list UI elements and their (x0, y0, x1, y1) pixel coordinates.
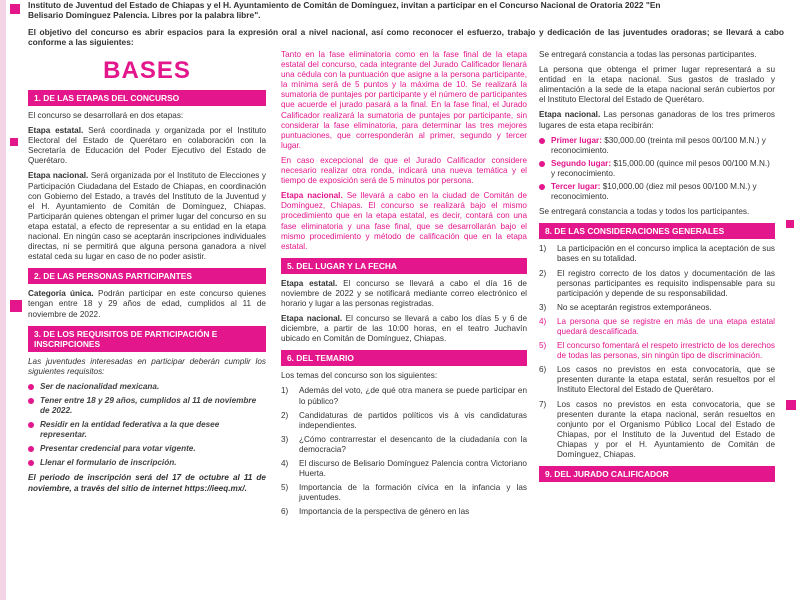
temario-list (281, 386, 527, 517)
temario-intro: Los temas del concurso son los siguientes: (281, 371, 438, 381)
prize-label: Segundo lugar: (551, 158, 612, 168)
list-item (281, 507, 527, 517)
consideraciones-list (539, 244, 775, 460)
item-number: 5) (281, 483, 289, 493)
requisitos-list (28, 382, 266, 469)
list-item (539, 269, 775, 299)
constancia-paragraph-2: Se entregará constancia a todas y todos los participantes. (539, 207, 750, 217)
item-number: 5) (539, 341, 547, 351)
item-number: 7) (539, 399, 547, 409)
list-item (28, 444, 266, 454)
prize-text: $10,000.00 (diez mil pesos 00/100 M.N.) y reconocimiento. (551, 182, 757, 202)
item-number: 3) (539, 302, 547, 312)
etapa-nacional-text: Será organizada por el Instituto de Elecciones y Participación Ciudadana del Estado de Chiapas, en coordinación con Gobierno del Estado, a través del Instituto de la Juventud y el H. Ayuntamiento de Comitán de Domínguez, Chiapas. Participarán quienes obtengan el primer lugar del concurso en su etapa estatal, a efecto de representar a su entidad en la etapa nacional. En ningún caso se aceptarán inscripciones individuales directas, ni se permitirá que alguna persona ganadora a nivel estatal ceda su lugar en caso de no poder asistir. (28, 171, 266, 262)
list-item (539, 317, 775, 337)
decor-square (10, 138, 18, 146)
bullet-icon (28, 460, 34, 466)
left-decor-bar (0, 0, 6, 600)
section-header-lugar: 5. DEL LUGAR Y LA FECHA (281, 258, 527, 274)
list-item (281, 435, 527, 455)
list-item (281, 386, 527, 406)
categoria-text: Podrán participar en este concurso quienes tengan entre 18 y 29 años de edad, cumplidos al 11 de noviembre de 2022. (28, 289, 266, 319)
etapa-nacional-label-3: Etapa nacional. (539, 110, 601, 120)
excepcional-paragraph: En caso excepcional de que el Jurado Calificador considere necesario realizar otra ronda, indicará una nueva temática y el tiempo de exposición será de 5 minutos por persona. (281, 155, 527, 186)
lugar-estatal-paragraph (281, 279, 527, 309)
list-item (539, 400, 775, 461)
etapa-nacional-text-2: Se llevará a cabo en la ciudad de Comitán de Domínguez, Chiapas. El concurso se realizará bajo el mismo procedimiento que en la etapa estatal, es decir, contará con una fase eliminatoria y una fase final, que se desarrollarán bajo el mismo procedimiento y método de calificación que en la etapa estatal. (281, 191, 528, 251)
item-text: No se aceptarán registros extemporáneos. (557, 302, 712, 312)
etapa-nacional-label: Etapa nacional. (28, 171, 89, 181)
section-header-etapas: 1. DE LAS ETAPAS DEL CONCURSO (28, 90, 266, 106)
section-header-participantes: 2. DE LAS PERSONAS PARTICIPANTES (28, 268, 266, 284)
bullet-icon (28, 384, 34, 390)
categoria-paragraph (28, 289, 266, 319)
column-1 (28, 58, 266, 499)
list-item (28, 420, 266, 440)
premios-list (539, 136, 775, 203)
item-text: Los casos no previstos en esta convocatoria, que se presenten durante la etapa nacional, serán resueltos en conjunto por el Organismo Público Local del Estado de Chiapas, por el Instituto de la Juventud del Estado de Chiapas y por el H. Ayuntamiento de Comitán de Domínguez, Chiapas. (557, 399, 775, 459)
column-3 (539, 50, 775, 487)
section-header-temario: 6. DEL TEMARIO (281, 350, 527, 366)
column-2 (281, 50, 527, 521)
decor-square (10, 4, 20, 14)
list-item (281, 483, 527, 503)
item-number: 2) (539, 268, 547, 278)
bullet-icon (539, 138, 545, 144)
item-number: 4) (539, 316, 547, 326)
item-number: 4) (281, 459, 289, 468)
list-item (539, 341, 775, 361)
fase-paragraph: Tanto en la fase eliminatoria como en la fase final de la etapa estatal del concurso, cada integrante del Jurado Calificador llenará una cédula con la puntuación que asigne a la persona participante, la mínima será de 5 puntos y la máxima de 10. Se realizará la sumatoria de puntajes por participante y el número de participantes que acuerde el jurado pasará a la final. En la fase final, el Jurado Calificador realizará la sumatoria de puntajes por participante, sin considerar la fase eliminatoria, para determinar las tres mejores puntuaciones, que corresponderán al primer, segundo y tercer lugar. (281, 50, 527, 150)
lugar-nacional-text: El concurso se llevará a cabo los días 5 y 6 de diciembre, a partir de las 10:00 horas, en el teatro Juchavín ubicado en Comitán de Domínguez, Chiapas. (281, 314, 527, 344)
objective-text: El objetivo del concurso es abrir espacios para la expresión oral a nivel nacional, así como reconocer el esfuerzo, trabajo y dedicación de las juventudes oradoras; se llevará a cabo conforme a las siguientes: (28, 26, 784, 47)
item-text: ¿Cómo contrarrestar el desencanto de la ciudadanía con la democracia? (299, 434, 527, 454)
prize-label: Primer lugar: (551, 135, 602, 145)
item-text: Candidaturas de partidos políticos vis à vis candidaturas independientes. (299, 410, 527, 430)
bases-title: BASES (103, 57, 191, 84)
list-item (281, 459, 527, 479)
decor-square (786, 220, 794, 228)
item-number: 1) (281, 386, 289, 396)
item-text: El discurso de Belisario Domínguez Palencia contra Victoriano Huerta. (299, 459, 527, 479)
inscripcion-period: El periodo de inscripción será del 17 de octubre al 11 de noviembre, a través del sitio de internet https://ieeq.mx/. (28, 473, 266, 493)
requisito-text: Presentar credencial para votar vigente. (40, 444, 196, 454)
list-item (28, 458, 266, 468)
premios-intro (539, 110, 775, 130)
section-header-requisitos: 3. DE LOS REQUISITOS DE PARTICIPACIÓN E INSCRIPCIONES (28, 326, 266, 352)
item-text: Los casos no previstos en esta convocatoria, que se presenten durante la etapa estatal, serán resueltos por el Instituto Electoral del Estado de Querétaro. (557, 365, 775, 395)
list-item (539, 159, 775, 179)
requisito-text: Residir en la entidad federativa a la que desee representar. (40, 420, 220, 440)
requisito-text: Llenar el formulario de inscripción. (40, 458, 177, 468)
list-item (539, 303, 775, 313)
bullet-icon (28, 398, 34, 404)
lugar-nacional-paragraph (281, 314, 527, 344)
item-number: 1) (539, 244, 547, 254)
section-header-jurado: 9. DEL JURADO CALIFICADOR (539, 466, 775, 482)
decor-square (10, 300, 22, 312)
list-item (28, 396, 266, 416)
intro-line-2: Belisario Domínguez Palencia. Libres por la palabra libre". (28, 10, 261, 21)
requisito-text: Ser de nacionalidad mexicana. (40, 381, 160, 391)
bullet-icon (539, 161, 545, 167)
lugar-estatal-label: Etapa estatal. (281, 278, 338, 288)
list-item (539, 136, 775, 156)
bullet-icon (28, 446, 34, 452)
constancia-paragraph: Se entregará constancia a todas las personas participantes. (539, 50, 757, 59)
etapa-estatal-paragraph (28, 126, 266, 166)
list-item (28, 382, 266, 392)
decor-square (786, 400, 796, 410)
etapa-estatal-text: Será coordinada y organizada por el Instituto Electoral del Estado de Querétaro en colaboración con la Secretaría de Educación del Poder Ejecutivo del Estado de Querétaro. (28, 126, 267, 166)
list-item (539, 182, 775, 202)
requisito-text: Tener entre 18 y 29 años, cumplidos al 11 de noviembre de 2022. (40, 395, 257, 415)
primer-lugar-paragraph: La persona que obtenga el primer lugar representará a su entidad en la etapa nacional. Sus gastos de traslado y alimentación a la sede de la etapa nacional serán cubiertos por el Instituto Electoral del Estado de Querétaro. (539, 65, 775, 105)
categoria-label: Categoría única. (28, 289, 94, 299)
item-text: Importancia de la perspectiva de género en las (299, 507, 470, 517)
requisitos-intro: Las juventudes interesadas en participar deberán cumplir los siguientes requisitos: (28, 356, 266, 376)
item-number: 2) (281, 410, 289, 420)
item-number: 3) (281, 434, 289, 444)
item-text: El concurso fomentará el respeto irrestricto de los derechos de todas las personas, sin ningún tipo de discriminación. (557, 341, 775, 361)
etapa-nacional-label-2: Etapa nacional. (281, 191, 343, 201)
etapa-estatal-label: Etapa estatal. (28, 126, 84, 136)
item-text: Importancia de la formación cívica en la infancia y las juventudes. (299, 483, 527, 503)
section-header-consideraciones: 8. DE LAS CONSIDERACIONES GENERALES (539, 223, 775, 239)
etapa-nacional-paragraph-2 (281, 191, 527, 252)
etapa-nacional-paragraph (28, 171, 266, 262)
etapas-intro: El concurso se desarrollará en dos etapas: (28, 111, 184, 120)
lugar-nacional-label: Etapa nacional. (281, 314, 343, 324)
item-text: El registro correcto de los datos y documentación de las personas participantes es requisito indispensable para su participación y depende de su responsabilidad. (557, 268, 775, 298)
intro-line-1: Instituto de Juventud del Estado de Chiapas y el H. Ayuntamiento de Comitán de Domínguez, invitan a participar en el Concurso Nacional de Oratoria 2022 "En (28, 0, 661, 10)
prize-text: $15,000.00 (quince mil pesos 00/100 M.N.) y reconocimiento. (551, 158, 770, 178)
prize-text: $30,000.00 (treinta mil pesos 00/100 M.N.) y reconocimiento. (551, 135, 766, 155)
item-text: La participación en el concurso implica la aceptación de sus bases en su totalidad. (557, 244, 775, 264)
bullet-icon (28, 422, 34, 428)
list-item (539, 244, 775, 264)
bullet-icon (539, 184, 545, 190)
item-number: 6) (281, 507, 289, 517)
list-item (539, 365, 775, 395)
premios-intro-text: Las personas ganadoras de los tres primeros lugares de esta etapa recibirán: (539, 110, 775, 130)
prize-label: Tercer lugar: (551, 182, 601, 192)
list-item (281, 411, 527, 431)
lugar-estatal-text: El concurso se llevará a cabo el día 16 de noviembre de 2022 y se notificará mediante correo electrónico el horario y lugar a las personas registradas. (281, 278, 527, 308)
item-text: La persona que se registre en más de una etapa estatal quedará descalificada. (557, 316, 775, 336)
intro (28, 0, 784, 47)
item-number: 6) (539, 365, 547, 375)
item-text: Además del voto, ¿de qué otra manera se puede participar en lo público? (299, 386, 527, 406)
